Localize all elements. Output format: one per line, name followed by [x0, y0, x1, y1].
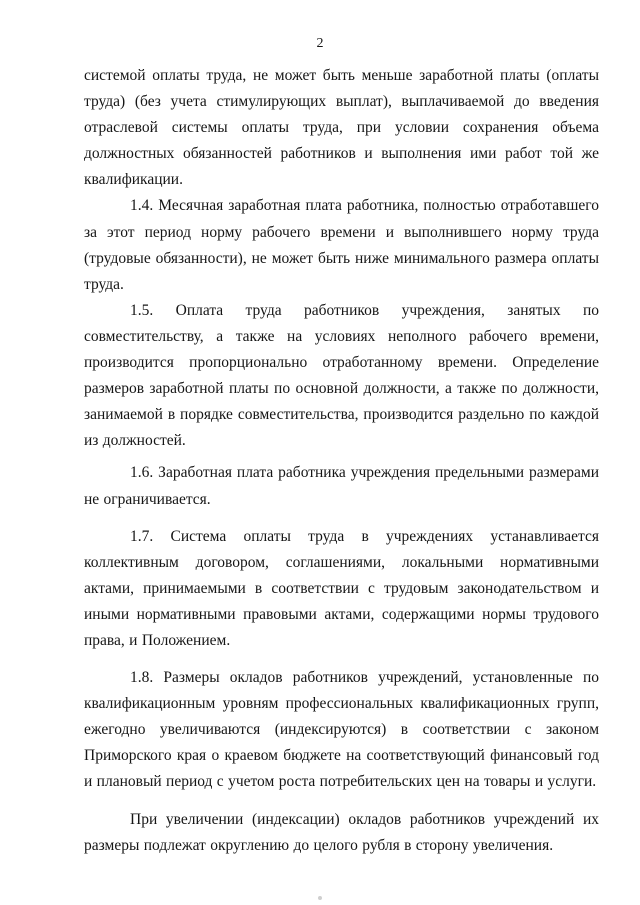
scan-dot: [318, 896, 322, 900]
paragraph-1-8: 1.8. Размеры окладов работников учреждений, установленные по квалификационным уровням профессиональных квалификационных групп, ежегодно увеличиваются (индексируются) в соответствии с законом Приморского края о краевом бюджете на соответствующий финансовый год и плановый период с учетом роста потребительских цен на товары и услуги.: [84, 669, 599, 791]
page-number: 2: [316, 36, 324, 51]
paragraph-rounding: При увеличении (индексации) окладов работников учреждений их размеры подлежат округлению до целого рубля в сторону увеличения.: [84, 810, 599, 854]
document-body: [84, 63, 599, 859]
paragraph-1-4: 1.4. Месячная заработная плата работника, полностью отработавшего за этот период норму рабочего времени и выполнившего норму труда (трудовые обязанности), не может быть ниже минимального размера оплаты труда.: [84, 197, 599, 293]
paragraph-1-7: 1.7. Система оплаты труда в учреждениях устанавливается коллективным договором, соглашениями, локальными нормативными актами, принимаемыми в соответствии с трудовым законодательством и иными нормативными правовыми актами, содержащими нормы трудового права, и Положением.: [84, 527, 599, 649]
paragraph-1-5: 1.5. Оплата труда работников учреждения, занятых по совместительству, а также на условиях неполного рабочего времени, производится пропорционально отработанному времени. Определение размеров заработной платы по основной должности, а также по должности, занимаемой в порядке совместительства, производится раздельно по каждой из должностей.: [84, 301, 599, 450]
paragraph-continuation: системой оплаты труда, не может быть меньше заработной платы (оплаты труда) (без учета стимулирующих выплат), выплачиваемой до введения отраслевой системы оплаты труда, при условии сохранения объема должностных обязанностей работников и выполнения ими работ той же квалификации.: [84, 67, 599, 189]
paragraph-1-6: 1.6. Заработная плата работника учреждения предельными размерами не ограничивается.: [84, 464, 599, 508]
